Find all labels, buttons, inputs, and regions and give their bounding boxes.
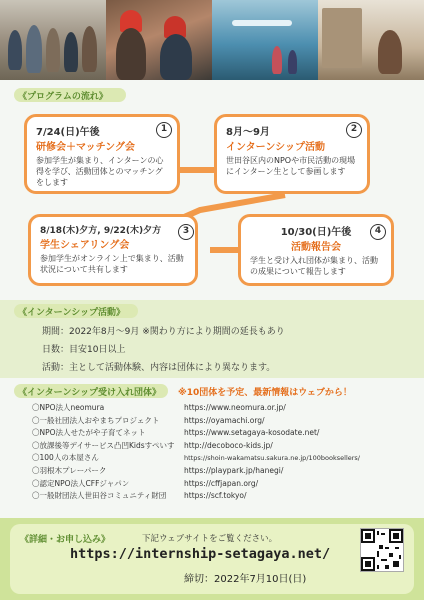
org-name: 〇一般財団法人世田谷コミュニティ財団 bbox=[32, 491, 167, 501]
step-title: 活動報告会 bbox=[291, 242, 341, 253]
step-card-3 bbox=[28, 214, 198, 286]
footer-deadline: 締切：2022年7月10日(日) bbox=[184, 574, 307, 585]
org-row bbox=[32, 465, 402, 478]
org-name: 〇羽根木プレーパーク bbox=[32, 465, 107, 475]
step-date: 8月～9月 bbox=[226, 127, 270, 138]
intern-activity: 活動：主として活動体験、内容は団体により異なります。 bbox=[42, 363, 276, 373]
org-name: 〇NPO法人neomura bbox=[32, 403, 105, 412]
orgs-list bbox=[32, 402, 402, 503]
org-name: 〇認定NPO法人CFFジャパン bbox=[32, 478, 130, 488]
qr-code[interactable] bbox=[360, 528, 404, 572]
intern-period: 期間：2022年8月～9月 ※関わり方により期間の延長もあり bbox=[42, 327, 285, 337]
step-desc: 学生と受け入れ団体が集まり、活動の成果について報告します bbox=[250, 256, 378, 276]
step-desc: 世田谷区内のNPOや市民活動の現場にインターン生として参画します bbox=[226, 156, 356, 176]
footer-url[interactable]: https://internship-setagaya.net/ bbox=[70, 546, 331, 562]
step-date: 8/18(木)夕方, 9/22(木)夕方 bbox=[40, 226, 162, 236]
org-url[interactable]: https://shoin-wakamatsu.sakura.ne.jp/100booksellers/ bbox=[184, 454, 360, 463]
step-number: 1 bbox=[156, 122, 172, 138]
step-desc: 参加学生がオンライン上で集まり、活動状況について共有します bbox=[40, 254, 184, 274]
org-url[interactable]: https://scf.tokyo/ bbox=[184, 491, 247, 501]
org-row bbox=[32, 452, 402, 465]
org-row bbox=[32, 415, 402, 428]
orgs-label: 《インターンシップ受け入れ団体》 bbox=[18, 388, 162, 398]
org-name: 〇100人の本屋さん bbox=[32, 453, 99, 463]
qr-code-icon bbox=[361, 529, 403, 571]
org-row bbox=[32, 490, 402, 503]
org-url[interactable]: https://www.neomura.or.jp/ bbox=[184, 403, 286, 412]
intern-label: 《インターンシップ活動》 bbox=[18, 308, 126, 318]
step-desc: 参加学生が集まり、インターンの心得を学び、活動団体とのマッチングをします bbox=[36, 156, 164, 187]
org-row bbox=[32, 440, 402, 453]
org-url[interactable]: https://playpark.jp/hanegi/ bbox=[184, 465, 284, 475]
step-date: 10/30(日)午後 bbox=[280, 227, 352, 238]
org-row bbox=[32, 478, 402, 491]
orgs-note: ※10団体を予定、最新情報はウェブから！ bbox=[178, 388, 352, 398]
step-title: 学生シェアリング会 bbox=[40, 240, 130, 251]
org-url[interactable]: https://www.setagaya-kosodate.net/ bbox=[184, 428, 320, 438]
step-number: 4 bbox=[370, 224, 386, 240]
org-url[interactable]: https://oyamachi.org/ bbox=[184, 415, 265, 425]
org-row bbox=[32, 402, 402, 415]
program-label: 《プログラムの流れ》 bbox=[18, 92, 108, 102]
step-number: 2 bbox=[346, 122, 362, 138]
org-name: 〇一般社団法人おやまちプロジェクト bbox=[32, 415, 160, 425]
step-number: 3 bbox=[178, 224, 194, 240]
step-card-4 bbox=[238, 214, 394, 286]
org-name: 〇放課後等デイサービス凸凹Kidsすぺいす bbox=[32, 440, 175, 450]
step-title: 研修会＋マッチング会 bbox=[36, 142, 135, 153]
org-url[interactable]: http://decoboco-kids.jp/ bbox=[184, 440, 273, 450]
org-row bbox=[32, 427, 402, 440]
org-name: 〇NPO法人せたがや子育てネット bbox=[32, 428, 146, 438]
footer-intro: 下記ウェブサイトをご覧ください。 bbox=[142, 534, 278, 544]
org-url[interactable]: https://cffjapan.org/ bbox=[184, 478, 259, 488]
step-title: インターンシップ活動 bbox=[226, 142, 325, 153]
intern-days: 日数：目安10日以上 bbox=[42, 345, 126, 355]
footer-label: 《詳細・お申し込み》 bbox=[20, 535, 111, 545]
step-date: 7/24(日)午後 bbox=[36, 127, 100, 138]
